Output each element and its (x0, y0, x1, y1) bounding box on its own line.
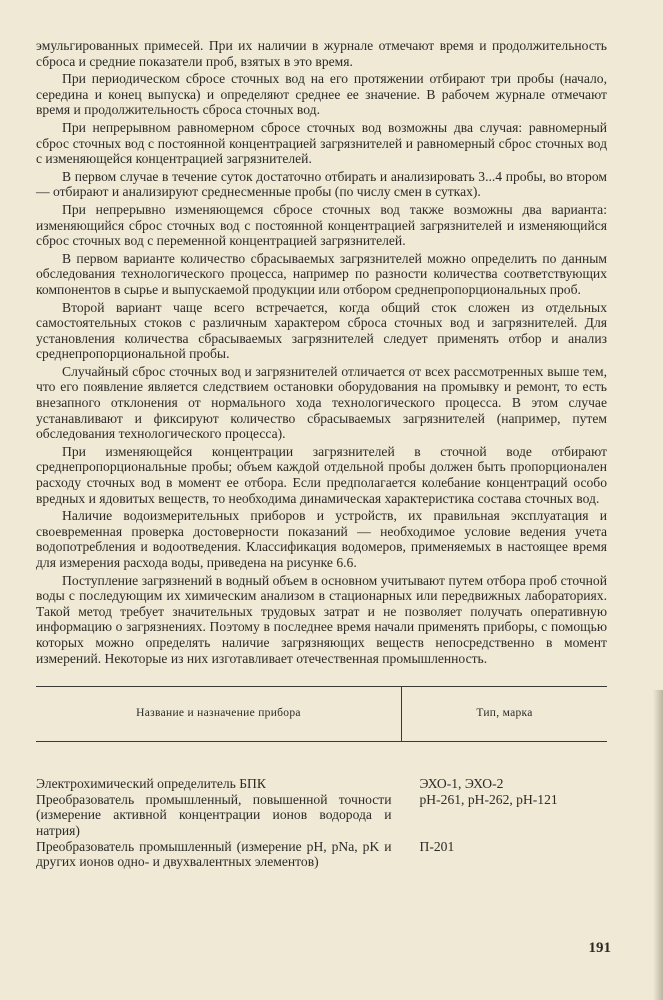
page-number: 191 (588, 940, 611, 956)
instrument-name: Электрохимический определитель БПК (36, 776, 266, 792)
paragraph-11: Поступление загрязнений в водный объем в основном учитывают путем отбора проб сточной воды с последующим их химическим анализом в стационарных или передвижных лабораториях. Такой метод требует значительных трудовых затрат и не позволяет получать оперативную информацию о загрязнениях. Поэтому в последнее время начали применять приборы, с помощью которых можно определять наличие загрязняющих веществ непосредственно в момент измерений. Некоторые из них изготавливает отечественная промышленность. (36, 572, 607, 666)
table-row (36, 792, 607, 839)
body-text (36, 38, 607, 666)
paragraph-3: При непрерывном равномерном сбросе сточных вод возможны два случая: равномерный сброс сточных вод с постоянной концентрацией загрязнителей и равномерный сброс сточных вод с изменяющейся концентрацией загрязнителей. (36, 119, 607, 167)
page-edge-shadow (653, 690, 663, 1000)
instrument-name: Преобразователь промышленный (измерение pH, pNa, pK и других ионов одно- и двухвалентных элементов) (36, 838, 392, 870)
instrument-type: П-201 (419, 838, 455, 854)
table-header-row (36, 687, 607, 742)
paragraph-10: Наличие водоизмерительных приборов и устройств, их правильная эксплуатация и своевременная проверка достоверности показаний — необходимое условие ведения учета водопотребления и водоотведения. Классификация водомеров, применяемых в настоящее время для измерения расхода воды, приведена на рисунке 6.6. (36, 508, 607, 570)
instrument-type: ЭХО-1, ЭХО-2 (419, 776, 504, 792)
instrument-type: pH-261, pH-262, pH-121 (419, 791, 558, 807)
paragraph-4: В первом случае в течение суток достаточно отбирать и анализировать 3...4 пробы, во втором — отбирают и анализируют среднесменные пробы (по числу смен в сутках). (36, 168, 607, 200)
instruments-table (36, 686, 607, 870)
column-header-type: Тип, марка (402, 687, 608, 742)
paragraph-6: В первом варианте количество сбрасываемых загрязнителей можно определить по данным обследования технологического процесса, например по разности количества соответствующих компонентов в сырье и выпускаемой продукции или отбором среднепропорциональных проб. (36, 250, 607, 297)
table-row (36, 742, 607, 792)
paragraph-9: При изменяющейся концентрации загрязнителей в сточной воде отбирают среднепропорциональные пробы; объем каждой отдельной пробы должен быть пропорционален расходу сточных вод в момент ее отбора. Если предполагается колебание концентраций особо вредных и ядовитых веществ, то необходима динамическая характеристика состава сточных вод. (36, 443, 607, 506)
paragraph-1: эмульгированных примесей. При их наличии в журнале отмечают время и продолжительность сброса и средние показатели проб, взятых в это время. (36, 38, 607, 69)
paragraph-7: Второй вариант чаще всего встречается, когда общий сток сложен из отдельных самостоятельных стоков с различным характером сброса сточных вод и загрязнителей. Для установления количества сбрасываемых загрязнителей следует применять отбор и анализ среднепропорциональной пробы. (36, 299, 607, 362)
paragraph-8: Случайный сброс сточных вод и загрязнителей отличается от всех рассмотренных выше тем, что его появление является следствием остановки оборудования на промывку и ремонт, то есть внезапного отклонения от нормального хода технологического процесса. В этом случае устанавливают и фиксируют количество сбрасываемых загрязнителей (например, путем обследования технологического процесса). (36, 363, 607, 442)
instrument-name: Преобразователь промышленный, повышенной точности (измерение активной концентрации ионов водорода и натрия) (36, 791, 392, 838)
column-header-name: Название и назначение прибора (36, 687, 402, 742)
table-row (36, 839, 607, 870)
paragraph-5: При непрерывно изменяющемся сбросе сточных вод также возможны два варианта: изменяющийся сброс сточных вод с постоянной концентрацией загрязнителей и изменяющийся сброс сточных вод с переменной концентрацией загрязнителей. (36, 201, 607, 249)
paragraph-2: При периодическом сбросе сточных вод на его протяжении отбирают три пробы (начало, середина и конец выпуска) и определяют среднее ее значение. В рабочем журнале отмечают время и продолжительность сброса сточных вод. (36, 71, 607, 118)
